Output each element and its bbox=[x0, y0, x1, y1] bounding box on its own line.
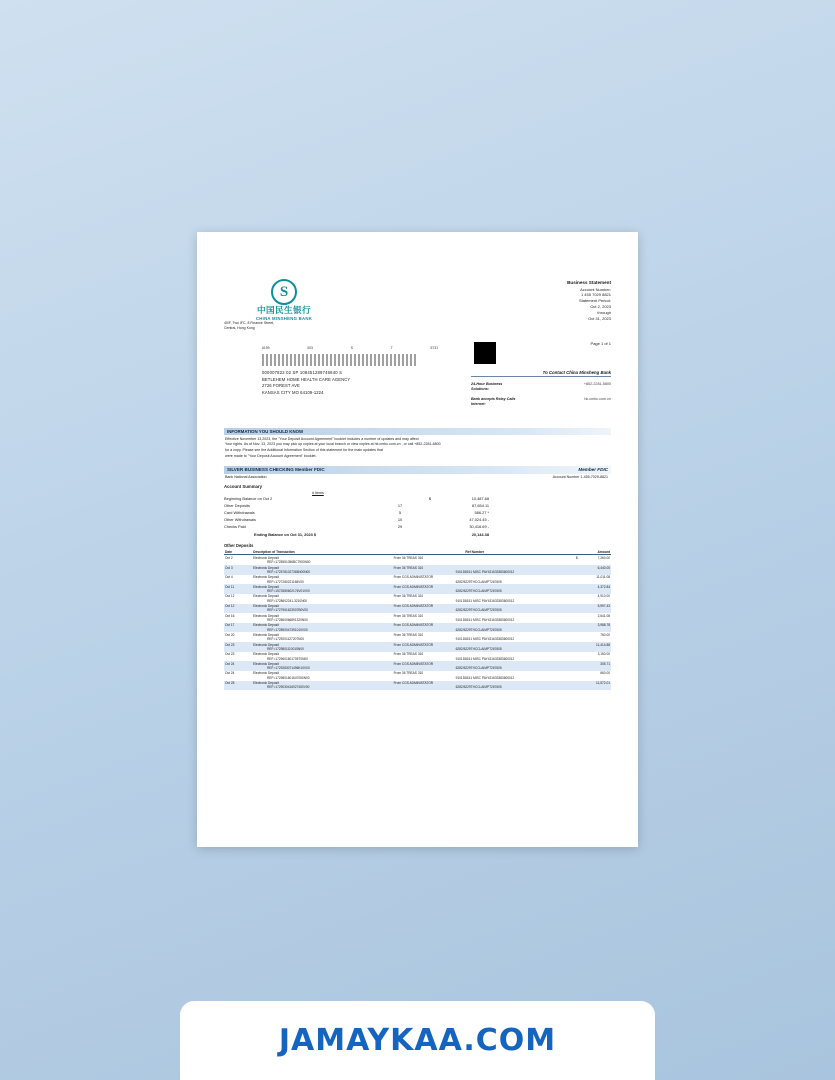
statement-period-from: Oct 2, 2023 bbox=[590, 304, 611, 310]
cell-ref-number bbox=[393, 652, 557, 662]
table-row bbox=[224, 671, 611, 681]
summary-value-3: 47,024.45 - bbox=[469, 516, 489, 522]
description-main: Electronic Deposit bbox=[253, 661, 279, 666]
cell-date: Oct 12 bbox=[224, 604, 252, 614]
description-main: Electronic Deposit bbox=[253, 555, 279, 560]
summary-row bbox=[224, 516, 489, 523]
cell-ref-number bbox=[393, 681, 557, 691]
account-summary-title: Account Summary bbox=[224, 483, 262, 489]
other-deposits-section bbox=[224, 543, 611, 690]
cell-description bbox=[252, 632, 393, 642]
ref-detail: 9101D8151 MISC PAY431633383600012 bbox=[455, 598, 515, 603]
contact-row-phone bbox=[471, 382, 611, 392]
summary-label-3: Other Withdrawals bbox=[224, 516, 256, 522]
summary-items-1: 17 bbox=[397, 503, 403, 509]
ref-detail: 6282/5229THCCLAIMPT267605 bbox=[455, 685, 502, 690]
description-ref: REF=1728602241-3210N00 bbox=[267, 598, 308, 603]
summary-items-4: 29 bbox=[397, 523, 403, 529]
other-deposits-title: Other Deposits bbox=[224, 543, 254, 549]
summary-label-0: Beginning Balance on Oct 2 bbox=[224, 496, 273, 502]
contact-label-internet: Bank accepts Relay Calls Internet: bbox=[471, 396, 516, 406]
ref-detail: 6282/5229THCCLAIMPT267605 bbox=[455, 646, 502, 651]
amount-value: 11,011.08 bbox=[596, 575, 610, 580]
contact-value-phone: +852-2281-5800 bbox=[583, 382, 611, 386]
cell-amount bbox=[557, 632, 611, 642]
amount-value: 4,372.84 bbox=[597, 584, 610, 589]
cell-description bbox=[252, 652, 393, 662]
recipient-city-state-zip: KANSAS CITY MO 64109-1224 bbox=[262, 389, 324, 395]
deposits-body bbox=[224, 555, 611, 690]
summary-label-1: Other Deposits bbox=[224, 503, 250, 509]
ref-origin: From 36 TREAS 310 bbox=[393, 613, 424, 618]
amount-value: 760.00 bbox=[600, 632, 610, 637]
cell-amount bbox=[557, 623, 611, 633]
cell-description bbox=[252, 604, 393, 614]
summary-label-4: Checks Paid bbox=[224, 523, 246, 529]
cell-date: Oct 4 bbox=[225, 575, 233, 580]
cell-ref-number bbox=[393, 565, 557, 575]
ref-detail: 6282/5229THCCLAIMPT267605 bbox=[455, 579, 502, 584]
cell-date: Oct 23 bbox=[224, 642, 252, 652]
summary-value-1: 87,654.11 bbox=[471, 503, 489, 509]
ref-origin: From 36 TREAS 310 bbox=[393, 632, 424, 637]
summary-symbol-1 bbox=[421, 502, 431, 509]
description-main: Electronic Deposit bbox=[253, 671, 279, 676]
description-ref: REF=1572580602176V01V00 bbox=[267, 589, 310, 594]
cell-description bbox=[252, 623, 393, 633]
ref-origin: From CGS ADMINISTATOR bbox=[393, 604, 434, 609]
summary-items-3: 10 bbox=[397, 516, 403, 522]
description-main: Electronic Deposit bbox=[253, 565, 279, 570]
contact-value-internet: hk.cmbc.com.cn bbox=[584, 396, 611, 401]
cell-ref-number bbox=[393, 623, 557, 633]
table-row bbox=[224, 604, 611, 614]
cell-description bbox=[252, 594, 393, 604]
info-band-title: INFORMATION YOU SHOULD KNOW bbox=[224, 428, 611, 435]
cell-ref-number bbox=[393, 575, 557, 585]
account-number-value: 1 455 7029 8821 bbox=[580, 292, 611, 298]
grid-mark-0: 6199 bbox=[262, 346, 270, 350]
summary-symbol-4 bbox=[421, 523, 431, 530]
cell-date: Oct 11 bbox=[224, 584, 252, 594]
summary-total-row bbox=[224, 529, 489, 538]
cell-date: Oct 24 bbox=[224, 661, 252, 671]
cell-amount bbox=[557, 555, 611, 565]
bank-address-line-2: Central, Hong Kong bbox=[224, 326, 255, 331]
cell-ref-number bbox=[393, 584, 557, 594]
grid-mark-3: T bbox=[390, 346, 393, 350]
summary-items-2: 5 bbox=[398, 509, 402, 515]
summary-symbol-3 bbox=[421, 516, 431, 523]
description-ref: REF=1725781027365N00N00 bbox=[267, 569, 311, 574]
ref-origin: From 36 TREAS 310 bbox=[393, 555, 424, 560]
grid-mark-4: 5731 bbox=[430, 346, 438, 350]
bank-address-line-1: 40/F, Two IFC, 8 Finance Street, bbox=[224, 321, 275, 325]
summary-symbol-0: $ bbox=[428, 496, 431, 502]
table-row bbox=[224, 661, 611, 671]
description-ref: REF=1727280221168V00 bbox=[267, 579, 304, 584]
summary-value-0: 10,487.68 bbox=[471, 496, 489, 502]
contact-title: To Contact China Minsheng Bank bbox=[471, 370, 611, 377]
contact-block bbox=[471, 370, 611, 407]
ref-detail: 6282/5229THCCLAIMPT267605 bbox=[455, 589, 502, 594]
cell-description bbox=[252, 642, 393, 652]
cell-date: Oct 23 bbox=[225, 652, 235, 657]
info-line-1: Effective November 13,2023, the "Your Deposit Account Agreement" booklet includes a number of updates and may affect bbox=[225, 436, 419, 441]
cell-description bbox=[252, 671, 393, 681]
amount-value: 11,414.88 bbox=[596, 642, 610, 647]
cell-ref-number bbox=[393, 594, 557, 604]
table-row bbox=[224, 555, 611, 565]
deposits-table bbox=[224, 549, 611, 690]
page-indicator: Page 1 of 1 bbox=[590, 341, 611, 346]
items-column-header: # Items bbox=[312, 490, 324, 495]
ref-origin: From CGS ADMINISTATOR bbox=[393, 623, 434, 628]
cell-ref-number bbox=[393, 613, 557, 623]
column-header-date: Date bbox=[224, 549, 252, 555]
cell-date: Oct 2 bbox=[225, 555, 233, 560]
bank-logo bbox=[224, 279, 344, 321]
ref-origin: From 36 TREAS 310 bbox=[393, 671, 424, 676]
ref-origin: From CGS ADMINISTATOR bbox=[393, 642, 434, 647]
table-row bbox=[224, 594, 611, 604]
summary-symbol-2 bbox=[421, 509, 431, 516]
description-ref: REF=1729201127207N00 bbox=[267, 637, 304, 642]
cell-amount bbox=[557, 613, 611, 623]
ending-balance-value: 20,144.38 bbox=[471, 532, 489, 538]
statement-period-through: through bbox=[597, 309, 611, 315]
recipient-name: BETLEHEM HOME HEALTH CARE AGENCY bbox=[262, 376, 351, 382]
account-section-subheader bbox=[224, 474, 611, 479]
cell-date: Oct 20 bbox=[225, 632, 235, 637]
summary-value-4: 30,416.69 - bbox=[469, 523, 489, 529]
table-row bbox=[224, 565, 611, 575]
ref-origin: From 36 TREAS 310 bbox=[393, 652, 424, 657]
account-bank-association: Bank National Association bbox=[225, 474, 267, 479]
ending-balance-label: Ending Balance on Oct 31, 2023 $ bbox=[254, 532, 317, 538]
cell-ref-number bbox=[393, 604, 557, 614]
cell-amount bbox=[557, 642, 611, 652]
cell-ref-number bbox=[393, 642, 557, 652]
column-header-ref: Ref Number bbox=[393, 549, 557, 555]
ref-origin: From CGS ADMINISTATOR bbox=[393, 584, 434, 589]
amount-value: 5,997.43 bbox=[597, 604, 610, 609]
cell-amount bbox=[557, 661, 611, 671]
cell-date: Oct 12 bbox=[225, 594, 235, 599]
account-section bbox=[224, 466, 611, 538]
statement-title: Business Statement bbox=[567, 280, 611, 285]
cell-description bbox=[252, 661, 393, 671]
amount-value: 660.00 bbox=[600, 671, 610, 676]
statement-period-label: Statement Period: bbox=[578, 298, 611, 304]
amount-value: 3,150.00 bbox=[597, 652, 610, 657]
description-ref: REF=1729801601647050N00 bbox=[267, 675, 310, 680]
bank-name-en: CHINA MINSHENG BANK bbox=[255, 316, 313, 322]
description-main: Electronic Deposit bbox=[253, 575, 279, 580]
member-fdic-label: Member FDIC bbox=[578, 467, 608, 473]
statement-period-to: Oct 31, 2023 bbox=[588, 315, 611, 321]
cell-date: Oct 16 bbox=[225, 613, 235, 618]
recipient-street: 2726 FOREST AVE bbox=[262, 383, 300, 388]
description-ref: REF=1727961623907B0V00 bbox=[267, 608, 308, 613]
description-ref: REF=1729801110015N00 bbox=[267, 646, 304, 651]
amount-value: 305.71 bbox=[600, 661, 610, 666]
statement-header bbox=[224, 254, 611, 346]
grid-mark-2: S bbox=[350, 346, 353, 350]
description-main: Electronic Deposit bbox=[253, 623, 279, 628]
ref-origin: From 36 TREAS 310 bbox=[393, 594, 424, 599]
ref-detail: 6282/5229THCCLAIMPT267605 bbox=[455, 608, 502, 613]
summary-row bbox=[224, 509, 489, 516]
description-main: Electronic Deposit bbox=[253, 681, 279, 686]
bank-name-cn: 中国民生银行 bbox=[257, 305, 311, 315]
statement-meta bbox=[567, 280, 611, 321]
info-band-body bbox=[224, 435, 611, 459]
summary-row bbox=[224, 502, 489, 509]
summary-label-2: Card Withdrawals bbox=[224, 509, 255, 515]
description-main: Electronic Deposit bbox=[253, 632, 279, 637]
redaction-box bbox=[474, 342, 496, 364]
cell-description bbox=[252, 584, 393, 594]
table-row bbox=[224, 681, 611, 691]
watermark-text: JAMAYKAA.COM bbox=[278, 1023, 557, 1058]
description-main: Electronic Deposit bbox=[253, 613, 279, 618]
summary-items-0 bbox=[379, 496, 421, 503]
ref-origin: From CGS ADMINISTATOR bbox=[393, 681, 434, 686]
cell-description bbox=[252, 613, 393, 623]
cell-amount bbox=[557, 652, 611, 662]
account-number-inline: Account Number 1-455-7029-8821 bbox=[552, 474, 608, 479]
cell-date: Oct 17 bbox=[224, 623, 252, 633]
description-main: Electronic Deposit bbox=[253, 642, 279, 647]
statement-inner bbox=[224, 254, 611, 690]
grid-mark-1: 003 bbox=[307, 346, 313, 350]
cell-amount bbox=[557, 671, 611, 681]
description-main: Electronic Deposit bbox=[253, 594, 279, 599]
mail-control-number: 000007822 02 SP 108451289746840 S bbox=[262, 370, 343, 375]
cell-description bbox=[252, 565, 393, 575]
table-row bbox=[224, 575, 611, 585]
info-line-3: for a copy. Please see the Additional Information Section of this statement for the main updates that bbox=[225, 448, 383, 452]
amount-value: 11,572.01 bbox=[596, 681, 610, 686]
description-ref: REF=1729283071496K10V00 bbox=[267, 666, 310, 671]
amount-currency-symbol: $ bbox=[575, 555, 578, 560]
contact-label-phone: 24-Hour Business Solutions: bbox=[471, 382, 503, 391]
ref-detail: 6282/5229THCCLAIMPT267605 bbox=[455, 666, 502, 671]
amount-value: 3,988.78 bbox=[597, 623, 610, 628]
cell-amount bbox=[557, 594, 611, 604]
amount-value: 7,260.00 bbox=[597, 555, 610, 560]
account-section-title bbox=[224, 466, 611, 473]
info-line-4: were made to "Your Deposit Account Agreement" booklet. bbox=[225, 453, 317, 458]
cell-date: Oct 3 bbox=[224, 565, 252, 575]
cell-description bbox=[252, 555, 393, 565]
ref-detail: 9101D8151 MISC PAY431633383600012 bbox=[455, 675, 515, 680]
amount-value: 2,641.08 bbox=[597, 613, 610, 618]
cell-ref-number bbox=[393, 555, 557, 565]
table-row bbox=[224, 584, 611, 594]
cell-amount bbox=[557, 681, 611, 691]
description-ref: REF=1729030416927450V00 bbox=[267, 685, 310, 690]
amount-value: 4,910.00 bbox=[597, 594, 610, 599]
description-ref: REF=172890047391010V00 bbox=[267, 627, 308, 632]
cell-date: Oct 25 bbox=[224, 681, 252, 691]
ref-origin: From CGS ADMINISTATOR bbox=[393, 661, 434, 666]
cell-amount bbox=[557, 565, 611, 575]
bank-logo-icon: S bbox=[271, 279, 297, 305]
cell-ref-number bbox=[393, 632, 557, 642]
table-row bbox=[224, 642, 611, 652]
cell-ref-number bbox=[393, 661, 557, 671]
cell-ref-number bbox=[393, 671, 557, 681]
ref-detail: 6282/5229THCCLAIMPT267605 bbox=[455, 627, 502, 632]
account-section-title-text: SILVER BUSINESS CHECKING Member FDIC bbox=[227, 467, 325, 473]
cell-amount bbox=[557, 604, 611, 614]
summary-row bbox=[224, 496, 489, 503]
watermark-card bbox=[180, 1001, 655, 1080]
table-row bbox=[224, 632, 611, 642]
ref-origin: From CGS ADMINISTATOR bbox=[393, 575, 434, 580]
info-line-2: Your rights. As of Nov. 13, 2023 you may pick up copies at your local branch or view copies at hk.cmbc.com.cn , or call +852-2281-6800 bbox=[225, 442, 441, 447]
statement-page bbox=[197, 232, 638, 847]
table-row bbox=[224, 613, 611, 623]
description-ref: REF=172860066891320N00 bbox=[267, 618, 308, 623]
summary-value-2: 586.27 * bbox=[474, 509, 489, 515]
recipient-address-block bbox=[262, 370, 350, 396]
cell-date: Oct 24 bbox=[225, 671, 235, 676]
account-summary-table bbox=[224, 496, 611, 539]
ref-origin: From 36 TREAS 310 bbox=[393, 565, 424, 570]
bank-address bbox=[224, 321, 354, 332]
description-main: Electronic Deposit bbox=[253, 584, 279, 589]
description-ref: REF=1729601601705T0N00 bbox=[267, 656, 308, 661]
ref-detail: 9101D8151 MISC PAY431633383600012 bbox=[455, 656, 515, 661]
mail-grid-marks bbox=[262, 346, 438, 350]
ref-detail: 9101D8151 MISC PAY431633383600012 bbox=[455, 637, 515, 642]
contact-row-internet bbox=[471, 397, 611, 407]
ref-detail: 9101D8151 MISC PAY431633383600012 bbox=[455, 618, 515, 623]
cell-amount bbox=[557, 575, 611, 585]
cell-amount bbox=[557, 584, 611, 594]
info-section bbox=[224, 428, 611, 459]
cell-description bbox=[252, 681, 393, 691]
cell-description bbox=[252, 575, 393, 585]
description-main: Electronic Deposit bbox=[253, 652, 279, 657]
ref-detail: 9101D8151 MISC PAY431633383600012 bbox=[455, 569, 515, 574]
table-row bbox=[224, 623, 611, 633]
description-ref: REF=1725551056BC7900N00 bbox=[267, 560, 311, 565]
table-row bbox=[224, 652, 611, 662]
description-main: Electronic Deposit bbox=[253, 604, 279, 609]
account-number-label: Account Number: bbox=[580, 286, 611, 292]
postal-barcode-icon bbox=[262, 354, 417, 366]
column-header-description: Description of Transaction bbox=[252, 549, 393, 555]
column-header-amount: Amount bbox=[557, 549, 611, 555]
amount-value: 6,440.00 bbox=[597, 565, 610, 570]
summary-row bbox=[224, 523, 489, 530]
